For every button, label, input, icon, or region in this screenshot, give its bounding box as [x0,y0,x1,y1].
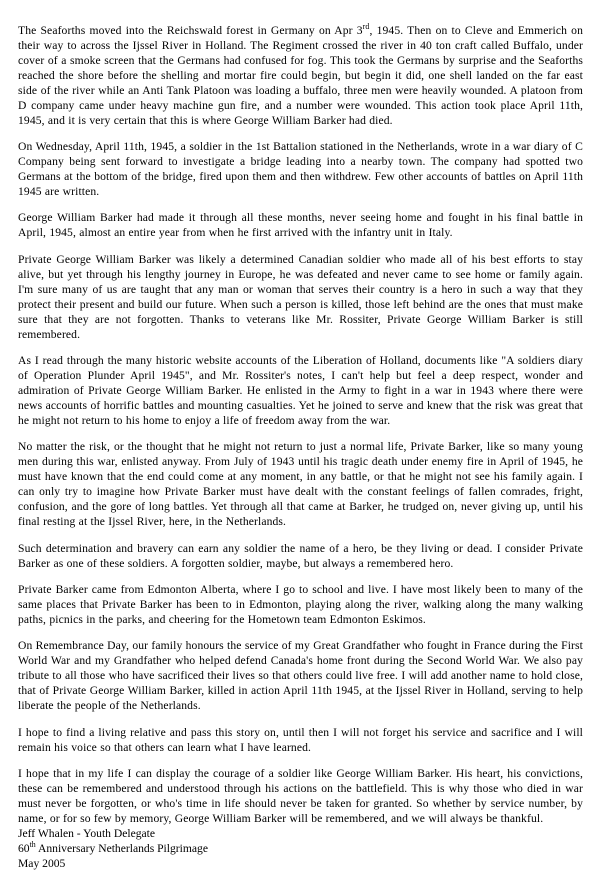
signature-event-name: Anniversary Netherlands Pilgrimage [35,841,208,855]
paragraph-2: On Wednesday, April 11th, 1945, a soldier in the 1st Battalion stationed in the Netherlands, wrote in a war diary of C Company being sent forward to investigate a bridge leading into a nearby town. The company had spotted two Germans at the bottom of the bridge, fired upon them and then withdrew. Few other accounts of battles on April 11th 1945 are written. [18,140,583,199]
signature-event [18,839,583,857]
ordinal-suffix-th: th [29,839,36,849]
paragraph-1-text-before-ordinal: The Seaforths moved into the Reichswald forest in Germany on Apr 3 [18,24,363,37]
paragraph-3: George William Barker had made it through all these months, never seeing home and fought in his final battle in April, 1945, almost an entire year from when he first arrived with the infantry unit in Italy. [18,211,583,240]
paragraph-6: No matter the risk, or the thought that he might not return to just a normal life, Private Barker, like so many young men during this war, enlisted anyway. From July of 1943 until his tragic death under enemy fire in April of 1945, he must have known that the end could come at any moment, in any battle, or that he might not see his family again. I can only try to imagine how Private Barker must have dealt with the constant feelings of fallen comrades, fright, confusion, and the gore of long battles. Yet through all that came at Barker, he trudged on, never giving up, until his final resting at the Ijssel River, here, in the Netherlands. [18,440,583,529]
signature-event-number: 60 [18,841,30,855]
paragraph-11: I hope that in my life I can display the courage of a soldier like George William Barker. His heart, his convictions, these can be remembered and understood through his actions on the battlefield. This is why those who died in war must never be forgotten, or who's time in life should never be taken for granted. So whether by service number, by name, or for so few by memory, George William Barker will be remembered, and we will always be thankful. [18,767,583,825]
paragraph-1 [18,24,583,129]
paragraph-4: Private George William Barker was likely a determined Canadian soldier who made all of his best efforts to stay alive, but yet through his lengthy journey in Europe, he was defeated and never came to see home or family again. I'm sure many of us are taught that any man or woman that serves their country is a hero in such a way that they protect their present and build our future. When such a person is killed, those left behind are the ones that must make sure that they are not forgotten. Thanks to veterans like Mr. Rossiter, Private George William Barker is still remembered. [18,252,583,341]
signature-date: May 2005 [18,856,66,870]
paragraph-7: Such determination and bravery can earn any soldier the name of a hero, be they living or dead. I consider Private Barker as one of these soldiers. A forgotten soldier, maybe, but always a remembered hero. [18,541,583,570]
paragraph-9: On Remembrance Day, our family honours the service of my Great Grandfather who fought in France during the First World War and my Grandfather who helped defend Canada's home front during the Second World War. We also pay tribute to all those who have sacrificed their lives so that others could live free. I will add another name to hold close, that of Private George William Barker, killed in action April 11th 1945, at the Ijssel River in Holland, serving to help liberate the people of the Netherlands. [18,639,583,713]
paragraph-1-text-after-ordinal: , 1945. Then on to Cleve and Emmerich on their way to across the Ijssel River in Holland. The Regiment crossed the river in 40 ton craft called Buffalo, under cover of a smoke screen that the Germans had confused for fog. This took the Germans by surprise and the Seaforths reached the shore before the shelling and mortar fire could begin, but begin it did, one shell landed on the far east side of the river while an Anti Tank Platoon was loading a buffalo, three men were heavily wounded. A platoon from D company came under heavy machine gun fire, and a number were wounded. This action took place April 11th, 1945, and it is very certain that this is where George William Barker had died. [18,24,583,127]
ordinal-suffix-rd: rd [362,22,370,32]
paragraph-10: I hope to find a living relative and pass this story on, until then I will not forget his service and sacrifice and I will remain his voice so that others can learn what I have learned. [18,725,583,754]
signature-author: Jeff Whalen - Youth Delegate [18,826,156,840]
paragraph-5: As I read through the many historic website accounts of the Liberation of Holland, documents like "A soldiers diary of Operation Plunder April 1945", and Mr. Rossiter's notes, I can't help but feel a deep respect, wonder and admiration of Private George William Barker. He enlisted in the Army to fight in a war in 1943 where there were news accounts of horrific battles and mounting casualties. Yet he joined to serve and knew that the risk was great that he might not return to his home to enjoy a life of freedom away from the war. [18,354,583,427]
signature-block [18,827,583,872]
paragraph-8: Private Barker came from Edmonton Alberta, where I go to school and live. I have most likely been to many of the same places that Private Barker has been to in Edmonton, playing along the river, walking along the many walking paths, picnics in the parks, and cheering for the Hometown team Edmonton Eskimos. [18,583,583,626]
